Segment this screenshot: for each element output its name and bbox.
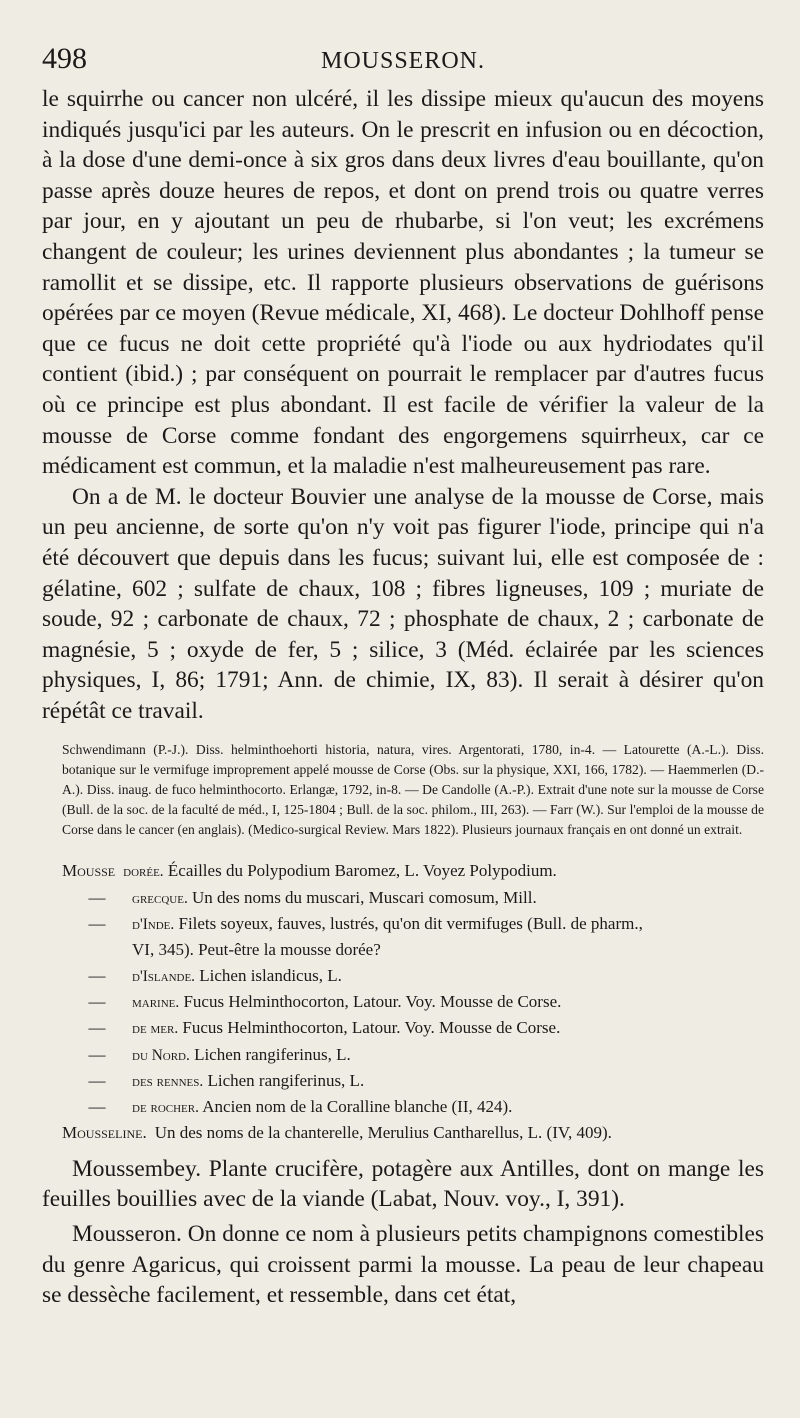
bibliography-notes: Schwendimann (P.-J.). Diss. helminthoehorti historia, natura, vires. Argentorati, 1780, in-4. — Latourette (A.-L.). Diss. botanique sur le vermifuge improprement appelé mousse de Corse (Obs. sur la physique, XXI, 166, 1782). — Haemmerlen (D.-A.). Diss. inaug. de fuco helminthocorto. Erlangæ, 1792, in-8. — De Candolle (A.-P.). Extrait d'une note sur la mousse de Corse (Bull. de la soc. de la faculté de méd., I, 125-1804 ; Bull. de la soc. philom., III, 263). — Farr (W.). Sur l'emploi de la mousse de Corse dans le cancer (en anglais). (Medico-surgical Review. Mars 1822). Plusieurs journaux français en ont donné un extrait.: [62, 742, 764, 838]
entry-prefix: —: [88, 887, 106, 907]
entry-prefix: —: [88, 965, 106, 985]
entry-prefix: —: [88, 1070, 106, 1090]
entry-head: dorée.: [123, 863, 164, 881]
entry-text: Lichen rangiferinus, L.: [194, 1044, 351, 1064]
entry-text: Lichen rangiferinus, L.: [207, 1070, 365, 1090]
entry-d-islande: [62, 963, 764, 989]
entry-d-inde: [62, 911, 764, 937]
entry-du-nord: [62, 1042, 764, 1068]
running-title: MOUSSERON.: [320, 48, 486, 74]
entry-text: Ancien nom de la Coralline blanche (II, 424).: [202, 1097, 513, 1117]
article-mousseron: Mousseron. On donne ce nom à plusieurs petits champignons comestibles du genre Agaricus, qui croissent parmi la mousse. La peau de leur chapeau se dessèche facilement, et ressemble, dans cet état,: [42, 1220, 764, 1309]
entry-text: Lichen islandicus, L.: [199, 965, 342, 985]
entry-prefix: Mousseline.: [62, 1123, 147, 1143]
paragraph-2: On a de M. le docteur Bouvier une analyse de la mousse de Corse, mais un peu ancienne, de sorte qu'on n'y voit pas figurer l'iode, principe qui n'a été découvert que depuis dans les fucus; suivant lui, elle est composée de : gélatine, 602 ; sulfate de chaux, 108 ; fibres ligneuses, 109 ; muriate de soude, 92 ; carbonate de chaux, 72 ; phosphate de chaux, 2 ; carbonate de magnésie, 5 ; oxyde de fer, 5 ; silice, 3 (Méd. éclairée par les sciences physiques, I, 86; 1791; Ann. de chimie, IX, 83). Il serait à désirer qu'on répétât ce travail.: [42, 483, 764, 724]
entry-mousseline: [62, 1120, 764, 1145]
entry-prefix: —: [88, 1097, 106, 1117]
entry-text: Un des noms du muscari, Muscari comosum, Mill.: [192, 887, 537, 907]
entry-prefix: —: [88, 991, 106, 1011]
page-number: 498: [42, 42, 87, 75]
entry-head: des rennes.: [132, 1072, 204, 1090]
entry-head: de mer.: [132, 1020, 179, 1038]
entry-prefix: —: [88, 914, 106, 934]
entry-text: Un des noms de la chanterelle, Merulius Cantharellus, L. (IV, 409).: [154, 1123, 612, 1143]
entry-grecque: [62, 885, 764, 911]
entry-text: Filets soyeux, fauves, lustrés, qu'on dit vermifuges (Bull. de pharm.,: [178, 914, 643, 934]
dictionary-entries: [42, 858, 764, 1145]
paragraph-1: le squirrhe ou cancer non ulcéré, il les dissipe mieux qu'aucun des moyens indiqués jusqu'ici par les auteurs. On le prescrit en infusion ou en décoction, à la dose d'une demi-once à six gros dans deux livres d'eau bouillante, qu'on passe après douze heures de repos, et dont on prend trois ou quatre verres par jour, en y ajoutant un peu de rhubarbe, si l'on veut; les excrémens changent de couleur; les urines deviennent plus abondantes ; la tumeur se ramollit et se dissipe, etc. Il rapporte plusieurs observations de guérisons opérées par ce moyen (Revue médicale, XI, 468). Le docteur Dohlhoff pense que ce fucus ne doit cette propriété qu'à l'iode ou aux hydriodates qu'il contient (ibid.) ; par conséquent on pourrait le remplacer par d'autres fucus où ce principe est plus abondant. Il est facile de vérifier la valeur de la mousse de Corse comme fondant des engorgemens squirrheux, car ce médicament est commun, et la maladie n'est malheureusement pas rare.: [42, 86, 764, 480]
entry-de-rocher: [62, 1094, 764, 1120]
entry-head: d'Inde.: [132, 916, 175, 934]
entry-marine: [62, 989, 764, 1015]
following-articles: [42, 1154, 764, 1311]
entry-text: Écailles du Polypodium Baromez, L. Voyez Polypodium.: [167, 861, 557, 881]
entry-de-mer: [62, 1015, 764, 1041]
article-moussembey: Moussembey. Plante crucifère, potagère aux Antilles, dont on mange les feuilles bouillies avec de la viande (Labat, Nouv. voy., I, 391).: [42, 1155, 764, 1213]
entry-prefix: —: [88, 1018, 106, 1038]
entry-text: Fucus Helminthocorton, Latour. Voy. Mousse de Corse.: [182, 1018, 561, 1038]
entry-head: grecque.: [132, 889, 188, 907]
entry-mousse-doree: [62, 858, 764, 884]
entry-head: d'Islande.: [132, 967, 196, 985]
entry-head: du Nord.: [132, 1046, 190, 1064]
main-text: [42, 84, 764, 726]
entry-des-rennes: [62, 1068, 764, 1094]
entry-continuation: VI, 345). Peut-être la mousse dorée?: [132, 940, 381, 960]
entry-prefix: —: [88, 1044, 106, 1064]
entry-head: de rocher.: [132, 1099, 199, 1117]
entry-head: marine.: [132, 993, 180, 1011]
page-header: [42, 42, 764, 84]
entry-prefix: Mousse: [62, 861, 116, 881]
entry-text: Fucus Helminthocorton, Latour. Voy. Mousse de Corse.: [183, 991, 562, 1011]
